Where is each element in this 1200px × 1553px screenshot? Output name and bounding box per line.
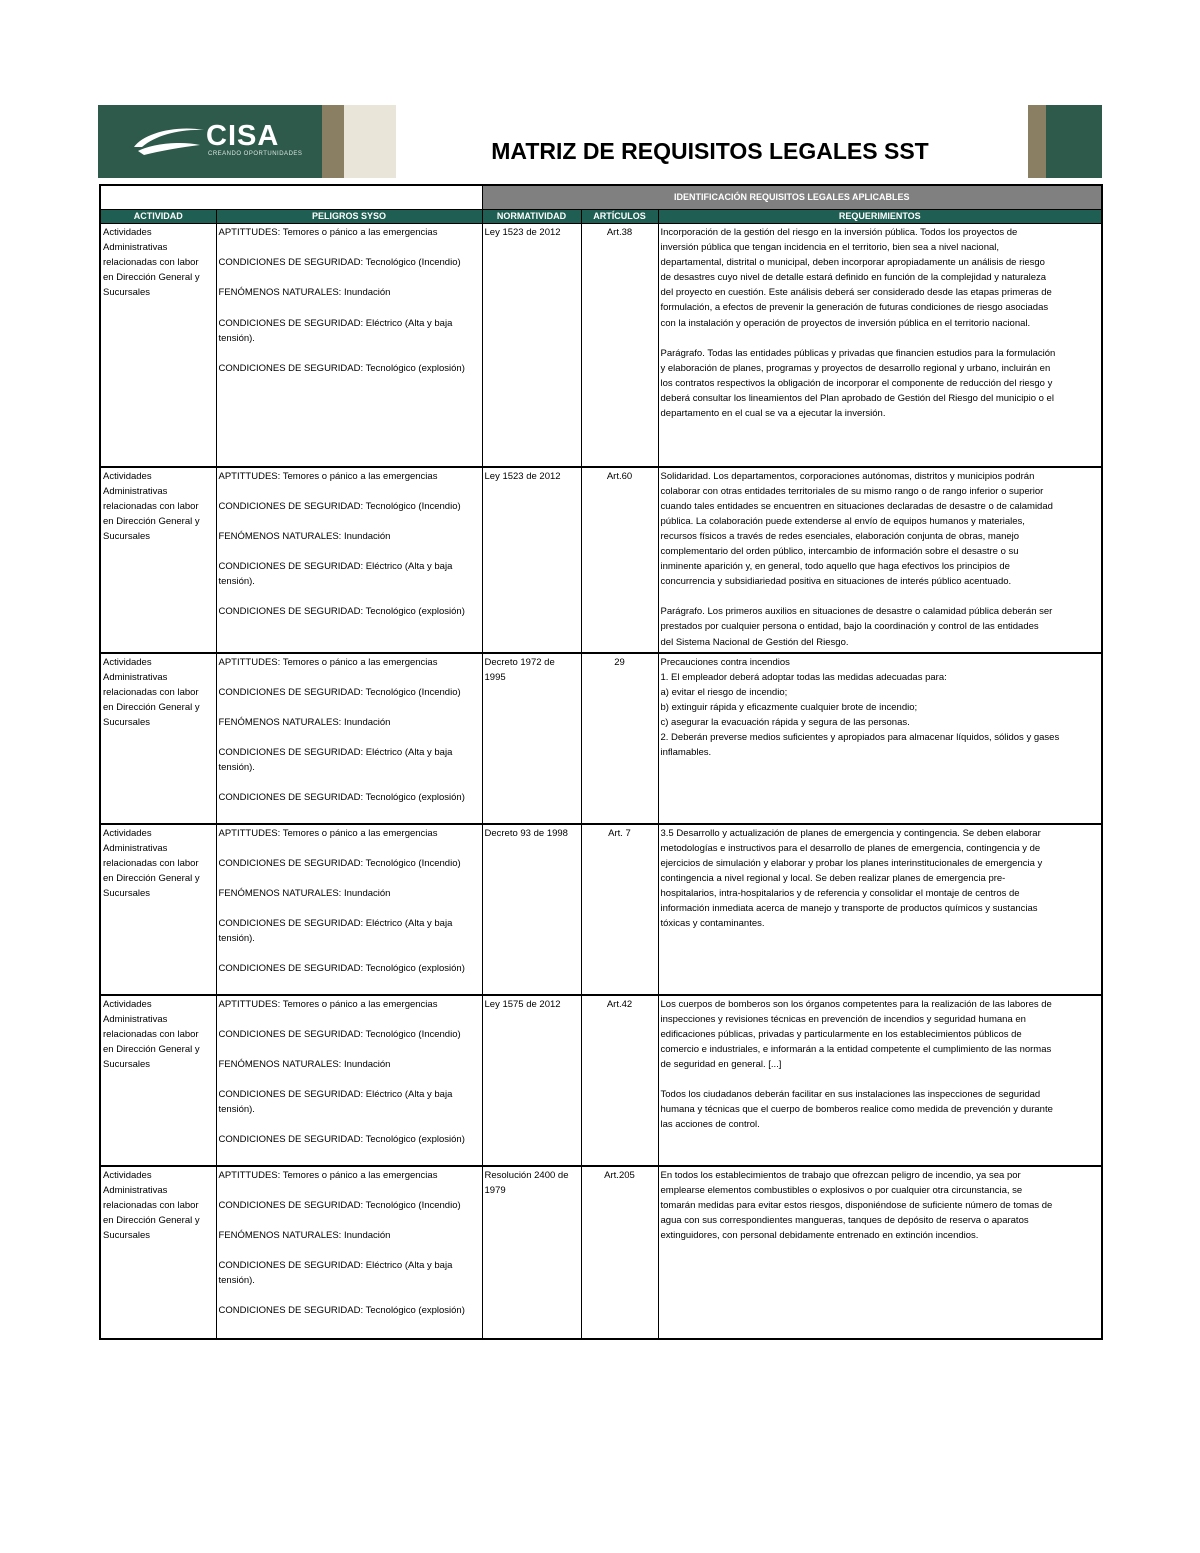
table-row [100, 653, 1102, 824]
cell-peligros-text: APTITTUDES: Temores o pánico a las emergencias CONDICIONES DE SEGURIDAD: Tecnológico (Incendio) FENÓMENOS NATURALES: Inundación CONDICIONES DE SEGURIDAD: Eléctrico (Alta y baja tensión). CONDICIONES DE SEGURIDAD: Tecnológico (explosión) [218, 656, 465, 804]
cell-articulo [581, 653, 658, 824]
cell-articulo [581, 224, 658, 467]
cell-actividad [100, 824, 216, 995]
cell-actividad [100, 224, 216, 467]
cell-peligros-text: APTITTUDES: Temores o pánico a las emergencias CONDICIONES DE SEGURIDAD: Tecnológico (Incendio) FENÓMENOS NATURALES: Inundación CONDICIONES DE SEGURIDAD: Eléctrico (Alta y baja tensión). CONDICIONES DE SEGURIDAD: Tecnológico (explosión) [218, 998, 465, 1146]
group-header-title: IDENTIFICACIÓN REQUISITOS LEGALES APLICABLES [482, 185, 1102, 210]
cell-requerimientos-text: Incorporación de la gestión del riesgo en la inversión pública. Todos los proyectos de inversión pública que tengan incidencia en el territorio, bien sea a nivel nacional, departamental, distrital o municipal, deben incorporar apropiadamente un análisis de riesgo de desastres cuyo nivel de detalle estará definido en función de la complejidad y naturaleza del proyecto en cuestión. Este análisis deberá ser considerado desde las etapas primeras de formulación, a efectos de prevenir la generación de futuras condiciones de riesgo asociadas con la instalación y operación de proyectos de inversión pública en el territorio nacional. Parágrafo. Todas las entidades públicas y privadas que financien estudios para la formulación y elaboración de planes, programas y proyectos de desarrollo regional y urbano, incluirán en los contratos respectivos la obligación de incorporar el componente de reducción del riesgo y deberá consultar los lineamientos del Plan aprobado de Gestión del Riesgo del municipio o el departamento en el cual se va a ejecutar la inversión. [660, 227, 1056, 420]
column-header-normatividad: NORMATIVIDAD [482, 210, 581, 224]
column-header-peligros: PELIGROS SYSO [216, 210, 482, 224]
cell-peligros-text: APTITTUDES: Temores o pánico a las emergencias CONDICIONES DE SEGURIDAD: Tecnológico (Incendio) FENÓMENOS NATURALES: Inundación CONDICIONES DE SEGURIDAD: Eléctrico (Alta y baja tensión). CONDICIONES DE SEGURIDAD: Tecnológico (explosión) [218, 827, 465, 975]
cell-articulo-text: Art.60 [606, 470, 633, 482]
cell-normatividad [482, 995, 581, 1166]
table-row [100, 995, 1102, 1166]
cell-articulo-text: 29 [614, 656, 625, 668]
column-header-requerimientos: REQUERIMIENTOS [658, 210, 1102, 224]
cell-requerimientos-text: Los cuerpos de bomberos son los órganos competentes para la realización de las labores de inspecciones y revisiones técnicas en prevención de incendios y seguridad humana en edificaciones públicas, privadas y particularmente en los establecimientos públicos de comercio e industriales, e informarán a la entidad competente el cumplimiento de las normas de seguridad en general. [...] Todos los ciudadanos deberán facilitar en sus instalaciones las inspecciones de seguridad humana y técnicas que el cuerpo de bomberos realice como medida de prevención y durante las acciones de control. [660, 998, 1053, 1131]
cell-normatividad [482, 653, 581, 824]
cell-peligros-text: APTITTUDES: Temores o pánico a las emergencias CONDICIONES DE SEGURIDAD: Tecnológico (Incendio) FENÓMENOS NATURALES: Inundación CONDICIONES DE SEGURIDAD: Eléctrico (Alta y baja tensión). CONDICIONES DE SEGURIDAD: Tecnológico (explosión) [218, 470, 465, 618]
cell-actividad [100, 653, 216, 824]
cell-articulo [581, 824, 658, 995]
table-row [100, 1166, 1102, 1339]
cell-requerimientos [658, 1166, 1102, 1339]
cell-articulo-text: Art.42 [606, 998, 633, 1010]
logo-stripe [322, 105, 344, 178]
group-header-row [100, 185, 1102, 210]
cell-peligros [216, 1166, 482, 1339]
cell-normatividad-text: Resolución 2400 de 1979 [484, 1169, 569, 1196]
cell-requerimientos-text: 3.5 Desarrollo y actualización de planes de emergencia y contingencia. Se deben elaborar metodologías e instructivos para el desarrollo de planes de emergencia, contingencia y de ejercicios de simulación y elaborar y probar los planes interinstitucionales de emergencia y contingencia a nivel regional y local. Se deben realizar planes de emergencia pre- hospitalarios, intra-hospitalarios y de referencia y consolidar el montaje de centros de información inmediata acerca de manejo y transporte de productos químicos y sustancias tóxicas y contaminantes. [660, 827, 1043, 930]
logo-text: CISA [206, 120, 280, 152]
legal-requirements-table [99, 184, 1103, 1340]
cell-articulo-text: Art.205 [604, 1169, 635, 1181]
header-green-bar [1046, 105, 1102, 178]
cell-normatividad-text: Ley 1523 de 2012 [484, 470, 561, 482]
cell-normatividad [482, 824, 581, 995]
cell-requerimientos [658, 224, 1102, 467]
cell-actividad-text: Actividades Administrativas relacionadas con labor en Dirección General y Sucursales [103, 227, 200, 299]
cell-normatividad-text: Ley 1523 de 2012 [484, 227, 561, 238]
cell-actividad-text: Actividades Administrativas relacionadas con labor en Dirección General y Sucursales [103, 1169, 200, 1241]
cell-actividad [100, 1166, 216, 1339]
header-olive-bar [1028, 105, 1046, 178]
cell-actividad-text: Actividades Administrativas relacionadas con labor en Dirección General y Sucursales [103, 998, 200, 1070]
cell-peligros [216, 224, 482, 467]
column-header-row [100, 210, 1102, 224]
table-row [100, 824, 1102, 995]
cell-normatividad [482, 224, 581, 467]
table-body [100, 224, 1102, 1339]
cell-normatividad [482, 467, 581, 653]
cell-actividad-text: Actividades Administrativas relacionadas con labor en Dirección General y Sucursales [103, 827, 200, 899]
cell-requerimientos-text: En todos los establecimientos de trabajo que ofrezcan peligro de incendio, ya sea por emplearse elementos combustibles o explosivos o por cualquier otra circunstancia, se tomarán medidas para evitar estos riesgos, disponiéndose de suficiente número de tomas de agua con sus correspondientes mangueras, tanques de depósito de reserva o aparatos extinguidores, con personal debidamente entrenado en extinción incendios. [660, 1169, 1053, 1241]
cell-peligros [216, 995, 482, 1166]
cell-normatividad-text: Decreto 1972 de 1995 [484, 656, 555, 683]
cell-peligros-text: APTITTUDES: Temores o pánico a las emergencias CONDICIONES DE SEGURIDAD: Tecnológico (Incendio) FENÓMENOS NATURALES: Inundación CONDICIONES DE SEGURIDAD: Eléctrico (Alta y baja tensión). CONDICIONES DE SEGURIDAD: Tecnológico (explosión) [218, 227, 465, 374]
cell-normatividad-text: Decreto 93 de 1998 [484, 827, 568, 839]
group-header-blank [100, 185, 482, 210]
column-header-actividad: ACTIVIDAD [100, 210, 216, 224]
cell-peligros-text: APTITTUDES: Temores o pánico a las emergencias CONDICIONES DE SEGURIDAD: Tecnológico (Incendio) FENÓMENOS NATURALES: Inundación CONDICIONES DE SEGURIDAD: Eléctrico (Alta y baja tensión). CONDICIONES DE SEGURIDAD: Tecnológico (explosión) [218, 1169, 465, 1317]
column-header-articulos: ARTÍCULOS [581, 210, 658, 224]
cell-requerimientos-text: Solidaridad. Los departamentos, corporaciones autónomas, distritos y municipios podrán colaborar con otras entidades territoriales de su mismo rango o de rango inferior o superior cuando tales entidades se encuentren en situaciones declaradas de desastre o de calamidad pública. La colaboración puede extenderse al envío de equipos humanos y materiales, recursos físicos a través de redes esenciales, elaboración conjunta de obras, manejo complementario del orden público, intercambio de información sobre el desastre o su inminente aparición y, en general, todo aquello que haga efectivos los principios de concurrencia y subsidiariedad positiva en situaciones de interés público acentuado. Parágrafo. Los primeros auxilios en situaciones de desastre o calamidad pública deberán ser prestados por cualquier persona o entidad, bajo la coordinación y control de las entidades del Sistema Nacional de Gestión del Riesgo. [660, 470, 1053, 648]
cell-articulo-text: Art. 7 [608, 827, 631, 839]
cisa-swoosh-icon [130, 121, 210, 159]
cell-articulo-text: Art.38 [606, 227, 633, 238]
cell-articulo [581, 467, 658, 653]
logo-tagline: CREANDO OPORTUNIDADES [208, 151, 303, 157]
cell-requerimientos [658, 653, 1102, 824]
cell-requerimientos [658, 467, 1102, 653]
cell-requerimientos-text: Precauciones contra incendios 1. El empleador deberá adoptar todas las medidas adecuadas para: a) evitar el riesgo de incendio; b) extinguir rápida y eficazmente cualquier brote de incendio; c) asegurar la evacuación rápida y segura de las personas. 2. Deberán preverse medios suficientes y apropiados para almacenar líquidos, sólidos y gases inflamables. [660, 656, 1060, 759]
cell-actividad-text: Actividades Administrativas relacionadas con labor en Dirección General y Sucursales [103, 470, 200, 542]
cell-requerimientos [658, 824, 1102, 995]
cell-peligros [216, 467, 482, 653]
logo-fade [344, 105, 396, 178]
cell-articulo [581, 1166, 658, 1339]
page-title: MATRIZ DE REQUISITOS LEGALES SST [491, 138, 929, 164]
table-row [100, 467, 1102, 653]
cell-peligros [216, 824, 482, 995]
cell-normatividad-text: Ley 1575 de 2012 [484, 998, 561, 1010]
table-row [100, 224, 1102, 467]
cell-actividad [100, 995, 216, 1166]
cell-actividad [100, 467, 216, 653]
cell-normatividad [482, 1166, 581, 1339]
cell-requerimientos [658, 995, 1102, 1166]
cell-peligros [216, 653, 482, 824]
cell-articulo [581, 995, 658, 1166]
cell-actividad-text: Actividades Administrativas relacionadas con labor en Dirección General y Sucursales [103, 656, 200, 728]
